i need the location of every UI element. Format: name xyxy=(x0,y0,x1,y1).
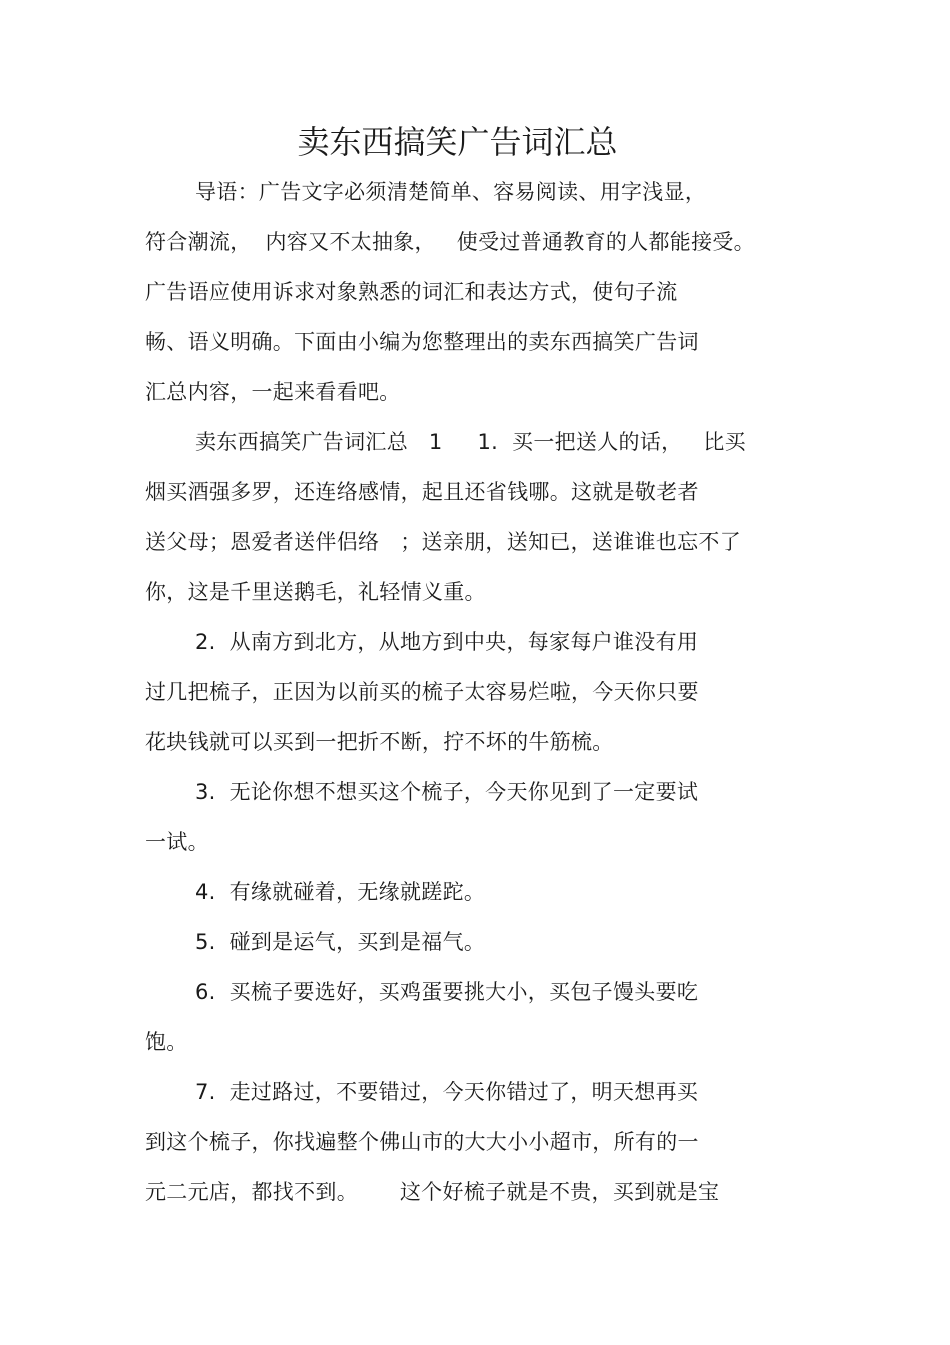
text-line: 送父母；恩爱者送伴侣络 ；送亲朋，送知已，送谁谁也忘不了 xyxy=(145,530,742,554)
text-line: 畅、语义明确。下面由小编为您整理出的卖东西搞笑广告词 xyxy=(145,330,699,354)
text-line: 2. 从南方到北方，从地方到中央，每家每户谁没有用 xyxy=(195,630,699,654)
text-line: 5. 碰到是运气，买到是福气。 xyxy=(195,930,486,954)
text-line: 7. 走过路过，不要错过，今天你错过了，明天想再买 xyxy=(195,1080,699,1104)
text-line: 花块钱就可以买到一把折不断，拧不坏的牛筋梳。 xyxy=(145,730,614,754)
text-line: 3. 无论你想不想买这个梳子，今天你见到了一定要试 xyxy=(195,780,699,804)
text-line: 饱。 xyxy=(145,1030,188,1054)
text-line: 一试。 xyxy=(145,830,209,854)
text-line: 元二元店，都找不到。 这个好梳子就是不贵，买到就是宝 xyxy=(145,1180,720,1204)
text-line: 卖东西搞笑广告词汇总 1 1. 买一把送人的话， 比买 xyxy=(195,430,746,454)
text-line: 导语：广告文字必须清楚简单、容易阅读、用字浅显， xyxy=(195,180,707,204)
page-title: 卖东西搞笑广告词汇总 xyxy=(297,123,618,161)
text-line: 你，这是千里送鹅毛，礼轻情义重。 xyxy=(145,580,486,604)
text-line: 烟买酒强多罗，还连络感情，起且还省钱哪。这就是敬老者 xyxy=(145,480,699,504)
text-line: 汇总内容，一起来看看吧。 xyxy=(145,380,401,404)
text-line: 到这个梳子，你找遍整个佛山市的大大小小超市，所有的一 xyxy=(145,1130,699,1154)
text-line: 广告语应使用诉求对象熟悉的词汇和表达方式，使句子流 xyxy=(145,280,678,304)
text-line: 4. 有缘就碰着，无缘就蹉跎。 xyxy=(195,880,486,904)
text-line: 过几把梳子，正因为以前买的梳子太容易烂啦，今天你只要 xyxy=(145,680,699,704)
text-line: 符合潮流， 内容又不太抽象， 使受过普通教育的人都能接受。 xyxy=(145,230,755,254)
text-line: 6. 买梳子要选好，买鸡蛋要挑大小，买包子馒头要吃 xyxy=(195,980,699,1004)
